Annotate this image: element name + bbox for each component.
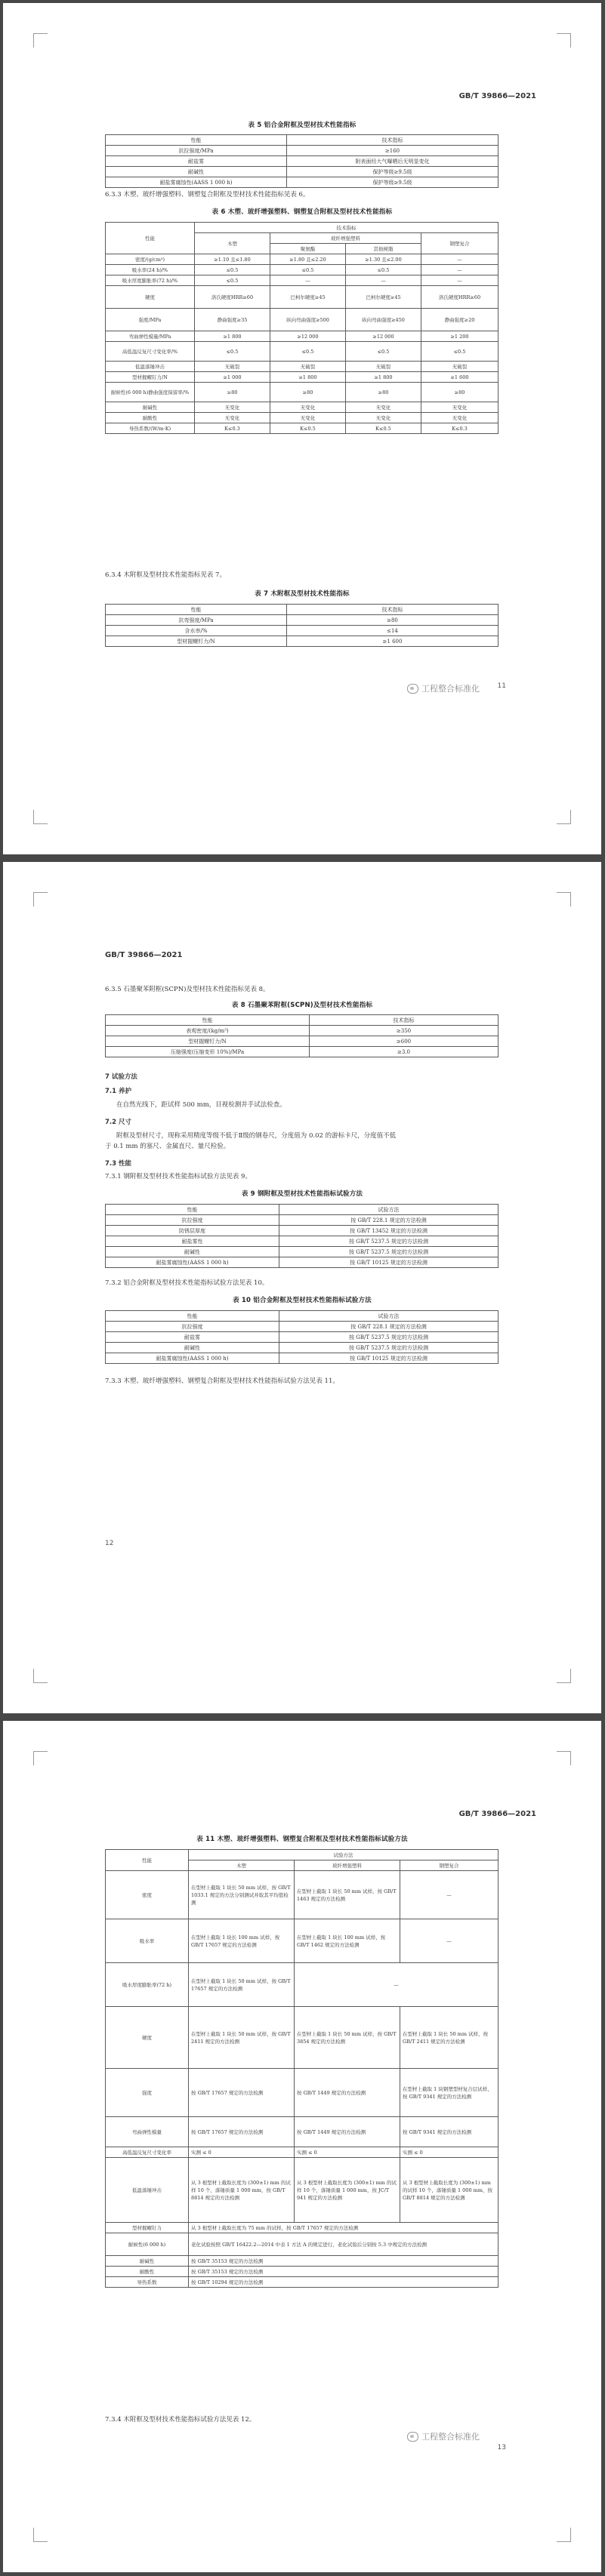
table-cell: ≤0.5 bbox=[270, 342, 346, 362]
table-row bbox=[106, 177, 499, 188]
table-cell: 纵向弯曲强度≥450 bbox=[346, 309, 421, 331]
crop-mark bbox=[557, 33, 571, 48]
document-page-13 bbox=[3, 1721, 601, 2572]
table-cell: 从 3 根型材上截取长度为 75 mm 的试样，按 GB/T 17657 规定的方法检测 bbox=[189, 2223, 499, 2233]
table-cell: 耐盐雾腐蚀性(AASS 1 000 h) bbox=[106, 1353, 279, 1364]
clause-7-3-4: 7.3.4 木附框及型材技术性能指标试验方法见表 12。 bbox=[105, 2416, 256, 2424]
table-cell: 硬度 bbox=[106, 286, 195, 309]
table-cell: 导热系数/(W/m·K) bbox=[106, 423, 195, 434]
table-header-row bbox=[106, 1850, 499, 1860]
table-cell: ≥80 bbox=[195, 383, 270, 402]
table-cell: ≤0.5 bbox=[346, 265, 421, 275]
table-cell: ≥600 bbox=[310, 1036, 499, 1047]
standard-code-header: GB/T 39866—2021 bbox=[105, 951, 183, 959]
table-cell: 耐酸性 bbox=[106, 413, 195, 423]
watermark bbox=[407, 682, 480, 694]
crop-mark bbox=[557, 810, 571, 824]
table-6-caption: 表 6 木塑、玻纤增强塑料、钢塑复合附框及型材技术性能指标 bbox=[211, 208, 393, 216]
table-row bbox=[106, 309, 499, 331]
table-cell: ≥1 600 bbox=[421, 372, 499, 383]
table-cell: ≥1.10 且≤1.80 bbox=[195, 254, 270, 265]
table-header-cell: 性能 bbox=[106, 605, 287, 615]
table-row bbox=[106, 2223, 499, 2233]
table-cell: ≥80 bbox=[287, 615, 499, 626]
clause-6-3-5: 6.3.5 石墨聚苯附框(SCPN)及型材技术性能指标见表 8。 bbox=[105, 986, 270, 993]
table-cell: 巴柯尔硬度≥45 bbox=[346, 286, 421, 309]
table-cell: 按 GB/T 10125 规定的方法检测 bbox=[279, 1353, 499, 1364]
table-cell: 按 GB/T 228.1 规定的方法检测 bbox=[279, 1215, 499, 1226]
table-cell: ≥1 800 bbox=[270, 372, 346, 383]
table-cell: 保护等级≥9.5级 bbox=[287, 177, 499, 188]
table-cell: 在型材上截取 1 块长 50 mm 试样，按 GB/T 1033.1 规定的方法分别测试并取其平均值检测 bbox=[189, 1871, 295, 1919]
table-row bbox=[106, 254, 499, 265]
clause-7-2-text-line1: 附框及型材尺寸，现称采用精度等级不低于Ⅱ级的钢卷尺，分度值为 0.02 的游标卡尺，分度值不低 bbox=[116, 1132, 397, 1140]
watermark-text: 工程整合标准化 bbox=[421, 684, 480, 694]
table-cell: 耐候性(6 000 h) bbox=[106, 2233, 189, 2256]
table-cell: 按 GB/T 10294 规定的方法检测 bbox=[189, 2277, 499, 2288]
table-cell: — bbox=[400, 1919, 499, 1963]
table-header-cell: 性能 bbox=[106, 223, 195, 254]
table-header-cell: 聚氨酯 bbox=[270, 244, 346, 254]
wechat-icon bbox=[407, 2432, 418, 2442]
table-row bbox=[106, 413, 499, 423]
table-cell: — bbox=[421, 265, 499, 275]
crop-mark bbox=[33, 1669, 48, 1683]
section-7-heading: 7 试验方法 bbox=[105, 1073, 137, 1081]
table-9-caption: 表 9 钢附框及型材技术性能指标试验方法 bbox=[241, 1190, 363, 1198]
table-cell: 表观密度/(kg/m³) bbox=[106, 1026, 310, 1036]
table-row bbox=[106, 2256, 499, 2267]
table-cell: 从 3 根型材上截取长度为 (300±1) mm 的试样 10 个，落锤质量 1 000 mm，按 GB/T 8814 规定的方法检测 bbox=[189, 2158, 295, 2223]
table-row bbox=[106, 1026, 499, 1036]
table-row bbox=[106, 1343, 499, 1353]
table-cell: ≥1 600 bbox=[287, 636, 499, 647]
table-cell: — bbox=[270, 275, 346, 286]
table-cell: 无破裂 bbox=[421, 362, 499, 372]
crop-mark bbox=[557, 1751, 571, 1765]
table-cell: 洛氏硬度HRR≥60 bbox=[421, 286, 499, 309]
table-cell: 防锈层厚度 bbox=[106, 1226, 279, 1236]
table-cell: 无变化 bbox=[195, 402, 270, 413]
table-cell: 按 GB/T 13452 规定的方法检测 bbox=[279, 1226, 499, 1236]
table-cell: K≤0.5 bbox=[346, 423, 421, 434]
crop-mark bbox=[557, 2528, 571, 2542]
table-cell: ≥160 bbox=[287, 146, 499, 156]
table-cell: 纵向弯曲强度≥500 bbox=[270, 309, 346, 331]
clause-7-3-3: 7.3.3 木塑、玻纤增强塑料、钢塑复合附框及型材技术性能指标试验方法见表 11。 bbox=[105, 1377, 339, 1385]
table-cell: ≥1.30 且≤2.00 bbox=[346, 254, 421, 265]
table-cell: ≥80 bbox=[421, 383, 499, 402]
crop-mark bbox=[33, 810, 48, 824]
table-row bbox=[106, 1257, 499, 1268]
table-row bbox=[106, 156, 499, 167]
table-5 bbox=[105, 134, 499, 188]
table-header-row bbox=[106, 223, 499, 233]
table-cell: 无破裂 bbox=[195, 362, 270, 372]
table-cell: 无破裂 bbox=[346, 362, 421, 372]
table-cell: 静曲强度≥35 bbox=[195, 309, 270, 331]
table-cell: 耐酸性 bbox=[106, 2267, 189, 2277]
clause-7-3-1: 7.3.1 钢附框及型材技术性能指标试验方法见表 9。 bbox=[105, 1173, 252, 1180]
table-row bbox=[106, 372, 499, 383]
table-cell: 含水率/% bbox=[106, 626, 287, 636]
document-page-11 bbox=[3, 3, 601, 854]
page-number: 13 bbox=[497, 2444, 506, 2451]
table-cell: 密度/(g/cm³) bbox=[106, 254, 195, 265]
table-cell: 弯曲弹性模量 bbox=[106, 2117, 189, 2147]
table-cell: 耐盐雾 bbox=[106, 156, 287, 167]
table-cell: 型材握螺钉力/N bbox=[106, 1036, 310, 1047]
table-cell: 从 3 根型材上截取长度为 (300±1) mm 的试样 10 个，落锤质量 1 000 mm，按 GB/T 8814 规定的方法检测 bbox=[400, 2158, 499, 2223]
table-cell: 吸水厚度膨胀率(72 h)/% bbox=[106, 275, 195, 286]
table-cell: 无破裂 bbox=[270, 362, 346, 372]
table-header-cell: 木塑 bbox=[189, 1860, 295, 1871]
table-row bbox=[106, 1332, 499, 1343]
table-cell: 无变化 bbox=[421, 402, 499, 413]
table-cell: 无变化 bbox=[195, 413, 270, 423]
table-cell: 吸水厚度膨胀率(72 h) bbox=[106, 1963, 189, 2007]
table-cell: 耐候性(6 000 h)静曲强度保留率/% bbox=[106, 383, 195, 402]
table-cell: 低温落锤冲击 bbox=[106, 2158, 189, 2223]
table-cell: — bbox=[346, 275, 421, 286]
table-cell: — bbox=[421, 254, 499, 265]
table-cell: ≤0.5 bbox=[270, 265, 346, 275]
table-row bbox=[106, 1247, 499, 1257]
table-header-row bbox=[106, 1311, 499, 1322]
crop-mark bbox=[33, 33, 48, 48]
table-row bbox=[106, 342, 499, 362]
table-cell: 耐碱性 bbox=[106, 1247, 279, 1257]
table-cell: ≤0.5 bbox=[195, 265, 270, 275]
standard-code-header: GB/T 39866—2021 bbox=[458, 92, 536, 100]
table-cell: 按 GB/T 5237.5 规定的方法检测 bbox=[279, 1247, 499, 1257]
table-row bbox=[106, 1919, 499, 1963]
table-cell: 型材握螺钉力/N bbox=[106, 372, 195, 383]
table-cell: 无变化 bbox=[270, 402, 346, 413]
table-row bbox=[106, 2007, 499, 2069]
table-cell: 按 GB/T 5237.5 规定的方法检测 bbox=[279, 1332, 499, 1343]
table-cell: 按 GB/T 35153 规定的方法检测 bbox=[189, 2267, 499, 2277]
table-header-cell: 其他树脂 bbox=[346, 244, 421, 254]
table-header-cell: 木塑 bbox=[195, 233, 270, 254]
table-row bbox=[106, 1353, 499, 1364]
table-cell: 在型材上截取 1 块长 50 mm 试样，按 GB/T 1463 规定的方法检测 bbox=[295, 1871, 400, 1919]
table-cell: ≥1 800 bbox=[195, 331, 270, 342]
table-cell: 在型材上截取 1 块长 100 mm 试样，按 GB/T 1462 规定的方法检测 bbox=[295, 1919, 400, 1963]
table-cell: 按 GB/T 228.1 规定的方法检测 bbox=[279, 1322, 499, 1332]
table-cell: 实测 ≤ 0 bbox=[189, 2147, 295, 2158]
table-cell: 无变化 bbox=[346, 413, 421, 423]
table-cell: 按 GB/T 35153 规定的方法检测 bbox=[189, 2256, 499, 2267]
table-cell: ≤0.5 bbox=[195, 342, 270, 362]
table-header-cell: 技术指标 bbox=[195, 223, 499, 233]
table-row bbox=[106, 146, 499, 156]
table-header-row bbox=[106, 1205, 499, 1215]
table-row bbox=[106, 2233, 499, 2256]
table-header-cell: 玻纤增强塑料 bbox=[270, 233, 421, 244]
table-header-cell: 试验方法 bbox=[189, 1850, 499, 1860]
table-header-cell: 性能 bbox=[106, 1850, 189, 1871]
table-cell: 密度 bbox=[106, 1871, 189, 1919]
table-cell: ≤0.5 bbox=[346, 342, 421, 362]
section-7-2-heading: 7.2 尺寸 bbox=[105, 1119, 132, 1126]
table-row bbox=[106, 2069, 499, 2117]
crop-mark bbox=[33, 892, 48, 906]
wechat-icon bbox=[407, 684, 418, 694]
table-cell: 强度 bbox=[106, 2069, 189, 2117]
table-cell: 在型材上截取 1 块钢塑型材复合层试样，按 GB/T 9341 规定的方法检测 bbox=[400, 2069, 499, 2117]
table-cell: 老化试验按照 GB/T 16422.2—2014 中表 1 方法 A 的规定进行，老化试验后分别按 5.3 中规定的方法检测 bbox=[189, 2233, 499, 2256]
table-row bbox=[106, 1226, 499, 1236]
watermark-text: 工程整合标准化 bbox=[421, 2432, 480, 2442]
table-8-caption: 表 8 石墨聚苯附框(SCPN)及型材技术性能指标 bbox=[231, 1002, 373, 1009]
table-cell: 耐碱性 bbox=[106, 1343, 279, 1353]
table-cell: — bbox=[295, 1963, 499, 2007]
table-row bbox=[106, 383, 499, 402]
crop-mark bbox=[33, 2528, 48, 2542]
table-cell: 耐碱性 bbox=[106, 167, 287, 177]
table-row bbox=[106, 1322, 499, 1332]
table-cell: ≥1 800 bbox=[346, 372, 421, 383]
table-header-cell: 技术指标 bbox=[310, 1015, 499, 1026]
table-cell: 耐盐雾 bbox=[106, 1332, 279, 1343]
standard-code-header: GB/T 39866—2021 bbox=[458, 1810, 536, 1818]
table-header-cell: 性能 bbox=[106, 135, 287, 146]
table-header-row bbox=[106, 605, 499, 615]
table-cell: 在型材上截取 1 块长 50 mm 试样，按 GB/T 2411 规定的方法检测 bbox=[189, 2007, 295, 2069]
table-8 bbox=[105, 1014, 499, 1057]
table-cell: 在型材上截取 1 块长 50 mm 试样，按 GB/T 2411 规定的方法检测 bbox=[400, 2007, 499, 2069]
table-cell: 按 GB/T 9341 规定的方法检测 bbox=[400, 2117, 499, 2147]
table-row bbox=[106, 1036, 499, 1047]
table-cell: ≥12 000 bbox=[346, 331, 421, 342]
table-cell: 耐碱性 bbox=[106, 402, 195, 413]
table-header-cell: 技术指标 bbox=[287, 135, 499, 146]
table-cell: ≤0.5 bbox=[421, 342, 499, 362]
table-row bbox=[106, 2147, 499, 2158]
table-cell: 弯曲弹性模量/MPa bbox=[106, 331, 195, 342]
table-5-caption: 表 5 铝合金附框及型材技术性能指标 bbox=[248, 122, 357, 129]
table-cell: 按 GB/T 17657 规定的方法检测 bbox=[189, 2117, 295, 2147]
table-cell: ≥80 bbox=[346, 383, 421, 402]
table-cell: 洛氏硬度HRR≥60 bbox=[195, 286, 270, 309]
table-cell: 实测 ≤ 0 bbox=[295, 2147, 400, 2158]
table-cell: ≥350 bbox=[310, 1026, 499, 1036]
table-row bbox=[106, 1871, 499, 1919]
table-cell: 高低温反复尺寸变化率/% bbox=[106, 342, 195, 362]
table-header-cell: 玻纤增强塑料 bbox=[295, 1860, 400, 1871]
table-row bbox=[106, 331, 499, 342]
section-7-3-heading: 7.3 性能 bbox=[105, 1160, 132, 1168]
table-row bbox=[106, 2117, 499, 2147]
table-row bbox=[106, 362, 499, 372]
table-cell: ≥80 bbox=[270, 383, 346, 402]
table-cell: — bbox=[400, 1871, 499, 1919]
table-7 bbox=[105, 604, 499, 647]
table-7-caption: 表 7 木附框及型材技术性能指标 bbox=[255, 590, 350, 598]
crop-mark bbox=[557, 1669, 571, 1683]
table-cell: ≥1 200 bbox=[421, 331, 499, 342]
table-cell: 吸水率 bbox=[106, 1919, 189, 1963]
table-cell: ≥1 000 bbox=[195, 372, 270, 383]
table-cell: 抗拉强度/MPa bbox=[106, 146, 287, 156]
clause-6-3-3: 6.3.3 木塑、玻纤增强塑料、钢塑复合附框及型材技术性能指标见表 6。 bbox=[105, 191, 310, 199]
table-cell: 强度/MPa bbox=[106, 309, 195, 331]
table-cell: 在型材上截取 1 块长 50 mm 试样，按 GB/T 3854 规定的方法检测 bbox=[295, 2007, 400, 2069]
table-row bbox=[106, 2158, 499, 2223]
table-cell: 附表面经大气曝晒后无明显变化 bbox=[287, 156, 499, 167]
table-header-cell: 试验方法 bbox=[279, 1205, 499, 1215]
table-cell: ≤0.5 bbox=[195, 275, 270, 286]
table-cell: ≥12 000 bbox=[270, 331, 346, 342]
document-page-12 bbox=[3, 862, 601, 1713]
table-header-cell: 性能 bbox=[106, 1015, 310, 1026]
table-cell: 低温落锤冲击 bbox=[106, 362, 195, 372]
table-header-cell: 钢塑复合 bbox=[400, 1860, 499, 1871]
table-cell: 保护等级≥9.5级 bbox=[287, 167, 499, 177]
table-header-cell: 钢塑复合 bbox=[421, 233, 499, 254]
table-cell: 耐盐雾性 bbox=[106, 1236, 279, 1247]
table-cell: 型材握螺钉力/N bbox=[106, 636, 287, 647]
table-cell: 吸水率(24 h)/% bbox=[106, 265, 195, 275]
table-row bbox=[106, 265, 499, 275]
table-row bbox=[106, 1236, 499, 1247]
table-cell: 按 GB/T 17657 规定的方法检测 bbox=[189, 2069, 295, 2117]
table-row bbox=[106, 1047, 499, 1057]
table-cell: 耐盐雾腐蚀性(AASS 1 000 h) bbox=[106, 177, 287, 188]
table-cell: 巴柯尔硬度≥45 bbox=[270, 286, 346, 309]
clause-6-3-4: 6.3.4 木附框及型材技术性能指标见表 7。 bbox=[105, 571, 226, 579]
table-cell: K≤0.5 bbox=[270, 423, 346, 434]
table-11-caption: 表 11 木塑、玻纤增强塑料、钢塑复合附框及型材技术性能指标试验方法 bbox=[196, 1836, 408, 1843]
table-header-row bbox=[106, 1015, 499, 1026]
section-7-1-heading: 7.1 养护 bbox=[105, 1088, 132, 1095]
table-10 bbox=[105, 1310, 499, 1364]
table-cell: 耐碱性 bbox=[106, 2256, 189, 2267]
table-cell: 静曲强度≥20 bbox=[421, 309, 499, 331]
table-cell: 无变化 bbox=[270, 413, 346, 423]
table-cell: ≥1.80 且≤2.20 bbox=[270, 254, 346, 265]
table-cell: 导热系数 bbox=[106, 2277, 189, 2288]
table-11 bbox=[105, 1849, 499, 2288]
crop-mark bbox=[557, 892, 571, 906]
table-6 bbox=[105, 222, 499, 434]
clause-7-3-2: 7.3.2 铝合金附框及型材技术性能指标试验方法见表 10。 bbox=[105, 1279, 269, 1287]
table-cell: 高低温反复尺寸变化率 bbox=[106, 2147, 189, 2158]
clause-7-1-text: 在自然光线下，距试样 500 mm，目视检测并手试法检查。 bbox=[116, 1101, 286, 1109]
crop-mark bbox=[33, 1751, 48, 1765]
table-row bbox=[106, 1963, 499, 2007]
table-row bbox=[106, 1215, 499, 1226]
table-9 bbox=[105, 1204, 499, 1268]
watermark bbox=[407, 2430, 480, 2442]
table-row bbox=[106, 636, 499, 647]
table-row bbox=[106, 167, 499, 177]
table-10-caption: 表 10 铝合金附框及型材技术性能指标试验方法 bbox=[233, 1297, 372, 1304]
table-cell: 按 GB/T 5237.5 规定的方法检测 bbox=[279, 1236, 499, 1247]
table-cell: 硬度 bbox=[106, 2007, 189, 2069]
table-cell: K≤0.3 bbox=[421, 423, 499, 434]
table-row bbox=[106, 2267, 499, 2277]
table-header-cell: 性能 bbox=[106, 1311, 279, 1322]
table-row bbox=[106, 626, 499, 636]
table-header-row bbox=[106, 135, 499, 146]
table-cell: — bbox=[421, 275, 499, 286]
table-row bbox=[106, 275, 499, 286]
table-cell: ≤14 bbox=[287, 626, 499, 636]
table-cell: ≥3.0 bbox=[310, 1047, 499, 1057]
table-cell: 按 GB/T 1449 规定的方法检测 bbox=[295, 2069, 400, 2117]
page-number: 11 bbox=[497, 682, 506, 690]
table-cell: 从 3 根型材上截取长度为 (300±1) mm 的试样 10 个，落锤质量 1 000 mm，按 JC/T 941 规定的方法检测 bbox=[295, 2158, 400, 2223]
table-cell: 抗拉强度 bbox=[106, 1215, 279, 1226]
table-cell: K≤0.3 bbox=[195, 423, 270, 434]
table-cell: 压缩强度(压缩变形 10%)/MPa bbox=[106, 1047, 310, 1057]
table-cell: 无变化 bbox=[346, 402, 421, 413]
table-row bbox=[106, 423, 499, 434]
table-header-cell: 试验方法 bbox=[279, 1311, 499, 1322]
table-cell: 在型材上截取 1 块长 50 mm 试样，按 GB/T 17657 规定的方法检测 bbox=[189, 1963, 295, 2007]
table-cell: 耐盐雾腐蚀性(AASS 1 000 h) bbox=[106, 1257, 279, 1268]
table-cell: 抗弯强度/MPa bbox=[106, 615, 287, 626]
table-header-cell: 技术指标 bbox=[287, 605, 499, 615]
table-row bbox=[106, 2277, 499, 2288]
table-cell: 按 GB/T 5237.5 规定的方法检测 bbox=[279, 1343, 499, 1353]
page-number: 12 bbox=[105, 1540, 114, 1547]
table-cell: 型材握螺钉力 bbox=[106, 2223, 189, 2233]
table-cell: 无变化 bbox=[421, 413, 499, 423]
table-row bbox=[106, 402, 499, 413]
table-cell: 按 GB/T 10125 规定的方法检测 bbox=[279, 1257, 499, 1268]
table-cell: 在型材上截取 1 块长 100 mm 试样，按 GB/T 17657 规定的方法检测 bbox=[189, 1919, 295, 1963]
table-cell: 抗拉强度 bbox=[106, 1322, 279, 1332]
clause-7-2-text-line2: 于 0.1 mm 的塞尺、金属直尺、量尺检验。 bbox=[105, 1143, 230, 1150]
table-header-cell: 性能 bbox=[106, 1205, 279, 1215]
table-row bbox=[106, 615, 499, 626]
table-row bbox=[106, 286, 499, 309]
table-cell: 实测 ≤ 0 bbox=[400, 2147, 499, 2158]
table-cell: 按 GB/T 1449 规定的方法检测 bbox=[295, 2117, 400, 2147]
